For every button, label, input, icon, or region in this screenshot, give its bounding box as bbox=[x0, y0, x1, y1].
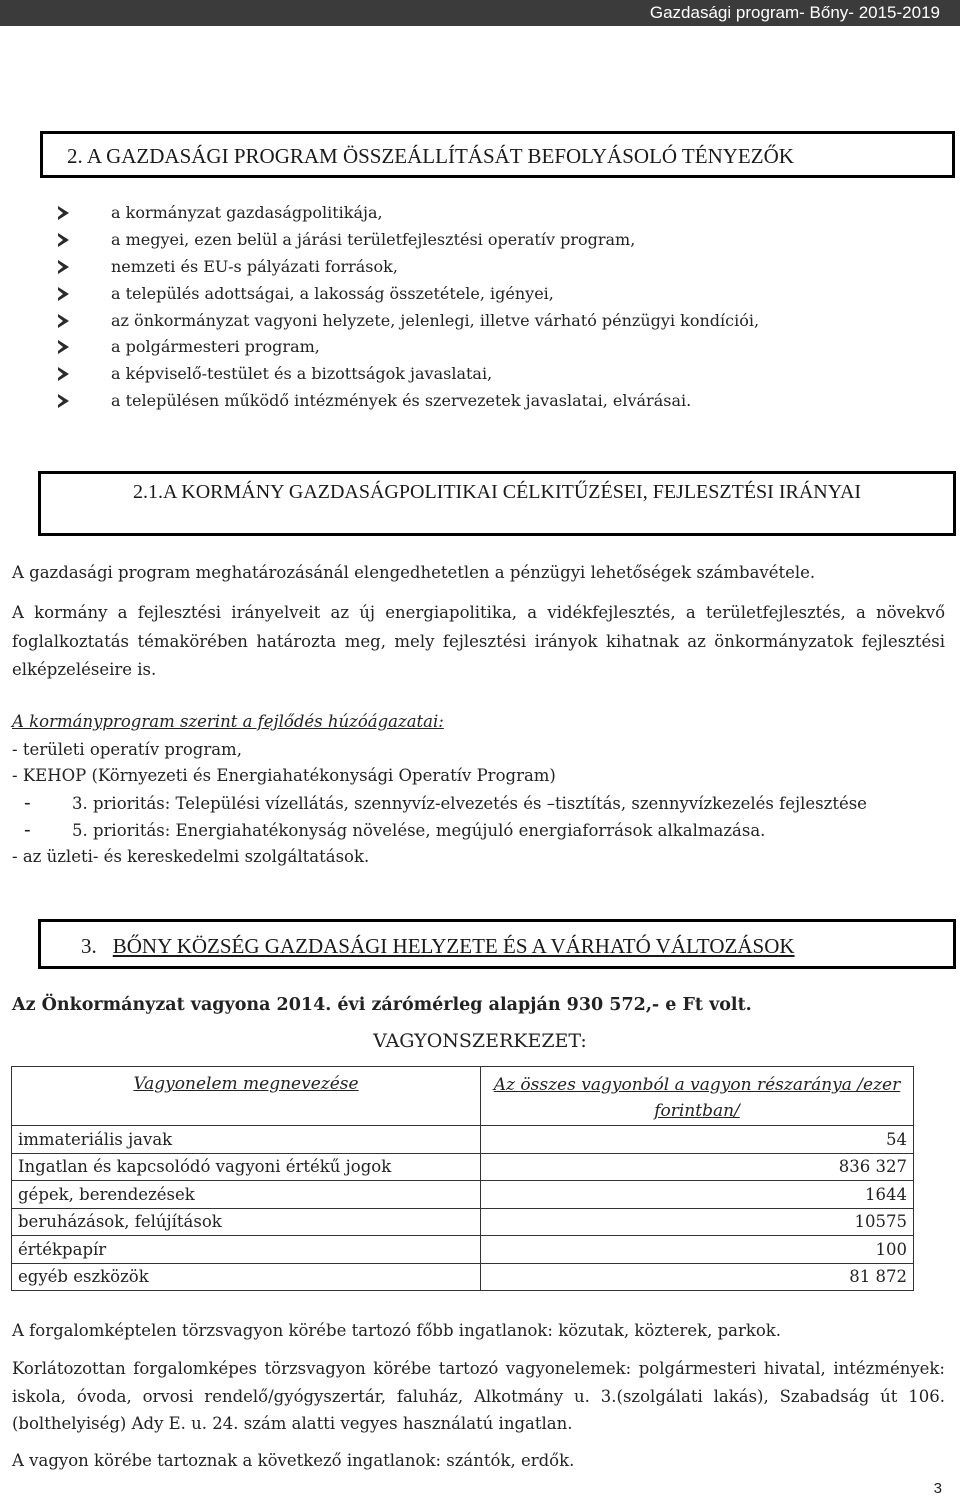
table-row: értékpapír 100 bbox=[12, 1236, 914, 1264]
arrow-bullet-icon bbox=[55, 361, 73, 387]
table-row: immateriális javak 54 bbox=[12, 1126, 914, 1154]
arrow-bullet-icon bbox=[55, 227, 73, 253]
document-title: Gazdasági program- Bőny- 2015-2019 bbox=[649, 3, 940, 22]
page-header bbox=[0, 0, 960, 26]
table-row: beruházások, felújítások 10575 bbox=[12, 1208, 914, 1236]
page-number: 3 bbox=[933, 1480, 942, 1497]
paragraph: A gazdasági program meghatározásánál elengedhetetlen a pénzügyi lehetőségek számbavétele. bbox=[12, 563, 816, 582]
subheading: A kormányprogram szerint a fejlődés húzóágazatai: bbox=[12, 712, 444, 731]
table-title: VAGYONSZERKEZET: bbox=[373, 1030, 587, 1052]
column-header-value: Az összes vagyonból a vagyon részaránya /ezer forintban/ bbox=[481, 1067, 914, 1126]
arrow-bullet-icon bbox=[55, 200, 73, 226]
arrow-bullet-icon bbox=[55, 334, 73, 360]
paragraph: Korlátozottan forgalomképes törzsvagyon körébe tartozó vagyonelemek: polgármesteri hivatal, intézmények: iskola, óvoda, orvosi rendelő/gyógyszertár, faluház, Alkotmány u. 3.(szolgálati lakás), Szabadság út 106.(bolthelyiség) Ady E. u. 24. szám alatti vegyes használatú ingatlan. bbox=[12, 1359, 945, 1433]
section-2-1-heading-box bbox=[38, 471, 956, 536]
paragraph: A forgalomképtelen törzsvagyon körébe tartozó főbb ingatlanok: közutak, közterek, parkok. bbox=[12, 1321, 782, 1340]
table-row: egyéb eszközök 81 872 bbox=[12, 1263, 914, 1291]
column-header-name: Vagyonelem megnevezése bbox=[12, 1067, 481, 1126]
arrow-bullet-icon bbox=[55, 388, 73, 414]
arrow-bullet-icon bbox=[55, 254, 73, 280]
section-3-heading-box bbox=[38, 919, 956, 969]
dash-bullet: - bbox=[24, 819, 31, 841]
section-3-number: 3. bbox=[81, 934, 97, 958]
table-row: gépek, berendezések 1644 bbox=[12, 1181, 914, 1209]
list-item: a településen működő intézmények és szervezetek javaslatai, elvárásai. bbox=[55, 388, 759, 415]
list-item: a megyei, ezen belül a járási területfejlesztési operatív program, bbox=[55, 227, 759, 254]
factor-list bbox=[55, 200, 759, 415]
arrow-bullet-icon bbox=[55, 281, 73, 307]
arrow-bullet-icon bbox=[55, 308, 73, 334]
paragraph: A vagyon körébe tartoznak a következő ingatlanok: szántók, erdők. bbox=[12, 1451, 575, 1470]
paragraph: A kormány a fejlesztési irányelveit az új energiapolitika, a vidékfejlesztés, a területfejlesztés, a növekvő foglalkoztatás témakörében határozta meg, mely fejlesztési irányok kihatnak az önkormányzatok fejlesztési elképzeléseire is. bbox=[12, 603, 945, 679]
section-2-heading-box bbox=[40, 131, 955, 178]
text-line: - az üzleti- és kereskedelmi szolgáltatások. bbox=[12, 847, 370, 866]
list-item: a polgármesteri program, bbox=[55, 334, 759, 361]
section-3-title: BŐNY KÖZSÉG GAZDASÁGI HELYZETE ÉS A VÁRHATÓ VÁLTOZÁSOK bbox=[112, 934, 795, 958]
dash-bullet: - bbox=[24, 792, 31, 814]
section-2-1-title: 2.1.A KORMÁNY GAZDASÁGPOLITIKAI CÉLKITŰZÉSEI, FEJLESZTÉSI IRÁNYAI bbox=[132, 481, 862, 503]
table-row: Ingatlan és kapcsolódó vagyoni értékű jogok 836 327 bbox=[12, 1153, 914, 1181]
list-item: nemzeti és EU-s pályázati források, bbox=[55, 254, 759, 281]
list-item: a képviselő-testület és a bizottságok javaslatai, bbox=[55, 361, 759, 388]
dash-list-item: - 3. prioritás: Települési vízellátás, szennyvíz-elvezetés és –tisztítás, szennyvízkezelés fejlesztése bbox=[12, 789, 867, 818]
text-line: - területi operatív program, bbox=[12, 740, 242, 759]
list-item: az önkormányzat vagyoni helyzete, jelenlegi, illetve várható pénzügyi kondíciói, bbox=[55, 308, 759, 335]
list-item: a kormányzat gazdaságpolitikája, bbox=[55, 200, 759, 227]
list-item: a település adottságai, a lakosság összetétele, igényei, bbox=[55, 281, 759, 308]
table-header-row bbox=[12, 1067, 914, 1126]
asset-table bbox=[11, 1066, 914, 1291]
text-line: - KEHOP (Környezeti és Energiahatékonysági Operatív Program) bbox=[12, 766, 556, 785]
section-2-title: 2. A GAZDASÁGI PROGRAM ÖSSZEÁLLÍTÁSÁT BEFOLYÁSOLÓ TÉNYEZŐK bbox=[67, 144, 794, 168]
asset-statement: Az Önkormányzat vagyona 2014. évi zárómérleg alapján 930 572,- e Ft volt. bbox=[12, 995, 752, 1015]
dash-list-item: - 5. prioritás: Energiahatékonyság növelése, megújuló energiaforrások alkalmazása. bbox=[12, 816, 765, 845]
